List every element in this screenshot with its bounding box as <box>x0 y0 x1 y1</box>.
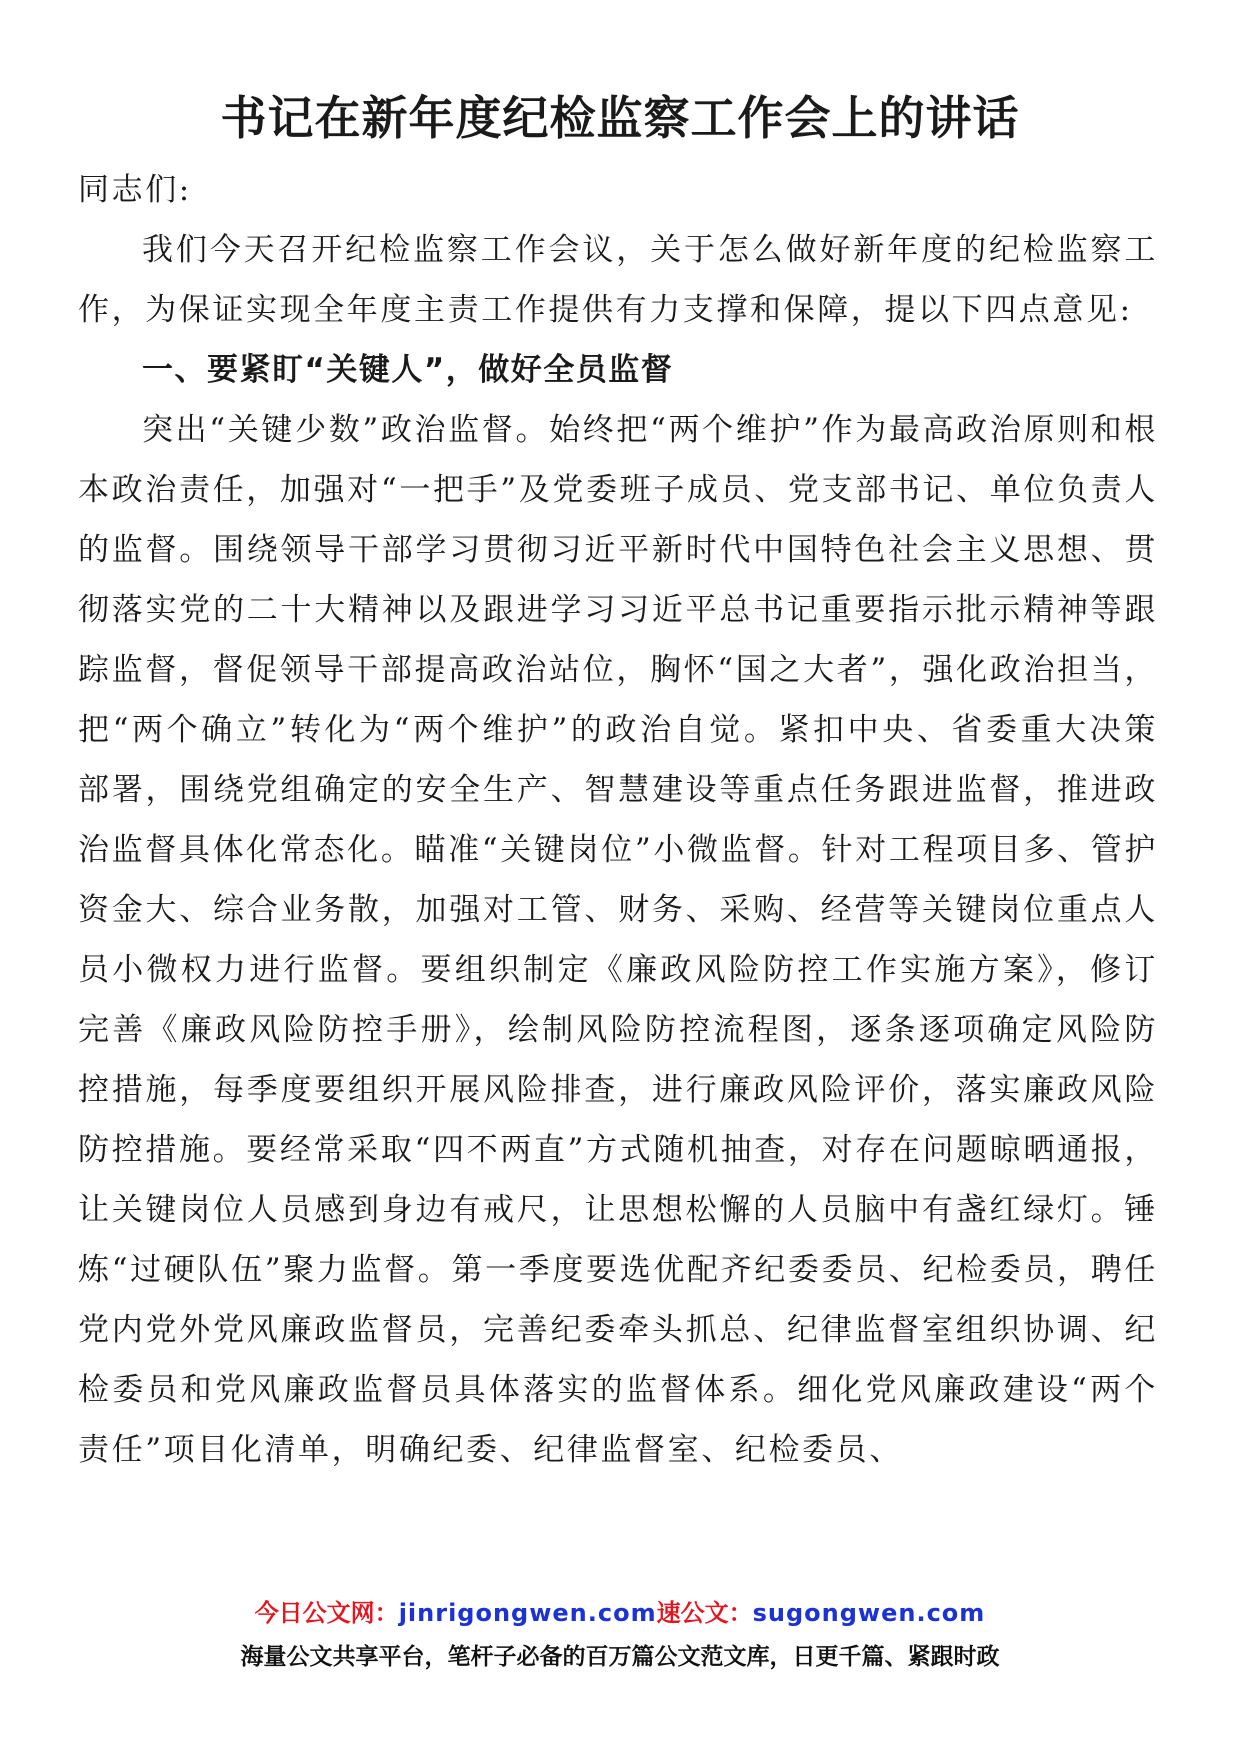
section-1-heading: 一、要紧盯“关键人”，做好全员监督 <box>142 352 674 388</box>
site2-url[interactable]: sugongwen.com <box>752 1599 986 1627</box>
site1-name: 今日公文网： <box>254 1599 399 1627</box>
intro-paragraph: 我们今天召开纪检监察工作会议，关于怎么做好新年度的纪检监察工作，为保证实现全年度主责工作提供有力支撑和保障，提以下四点意见: <box>78 232 1158 328</box>
site1-url[interactable]: jinrigongwen.com <box>398 1599 657 1627</box>
document-body <box>78 160 1158 1480</box>
section-1-paragraph: 突出“关键少数”政治监督。始终把“两个维护”作为最高政治原则和根本政治责任，加强对“一把手”及党委班子成员、党支部书记、单位负责人的监督。围绕领导干部学习贯彻习近平新时代中国特色社会主义思想、贯彻落实党的二十大精神以及跟进学习习近平总书记重要指示批示精神等跟踪监督，督促领导干部提高政治站位，胸怀“国之大者”，强化政治担当，把“两个确立”转化为“两个维护”的政治自觉。紧扣中央、省委重大决策部署，围绕党组确定的安全生产、智慧建设等重点任务跟进监督，推进政治监督具体化常态化。瞄准“关键岗位”小微监督。针对工程项目多、管护资金大、综合业务散，加强对工管、财务、采购、经营等关键岗位重点人员小微权力进行监督。要组织制定《廉政风险防控工作实施方案》，修订完善《廉政风险防控手册》，绘制风险防控流程图，逐条逐项确定风险防控措施，每季度要组织开展风险排查，进行廉政风险评价，落实廉政风险防控措施。要经常采取“四不两直”方式随机抽查，对存在问题晾晒通报，让关键岗位人员感到身边有戒尺，让思想松懈的人员脑中有盏红绿灯。锤炼“过硬队伍”聚力监督。第一季度要选优配齐纪委委员、纪检委员，聘任党内党外党风廉政监督员，完善纪委牵头抓总、纪律监督室组织协调、纪检委员和党风廉政监督员具体落实的监督体系。细化党风廉政建设“两个责任”项目化清单，明确纪委、纪律监督室、纪检委员、 <box>78 412 1158 1468</box>
footer-slogan: 海量公文共享平台，笔杆子必备的百万篇公文范文库，日更千篇、紧跟时政 <box>240 1644 1000 1670</box>
salutation: 同志们: <box>78 172 192 208</box>
site2-name: 速公文： <box>656 1599 753 1627</box>
document-title: 书记在新年度纪检监察工作会上的讲话 <box>220 91 1020 145</box>
footer-watermark-sites <box>0 1596 1240 1630</box>
